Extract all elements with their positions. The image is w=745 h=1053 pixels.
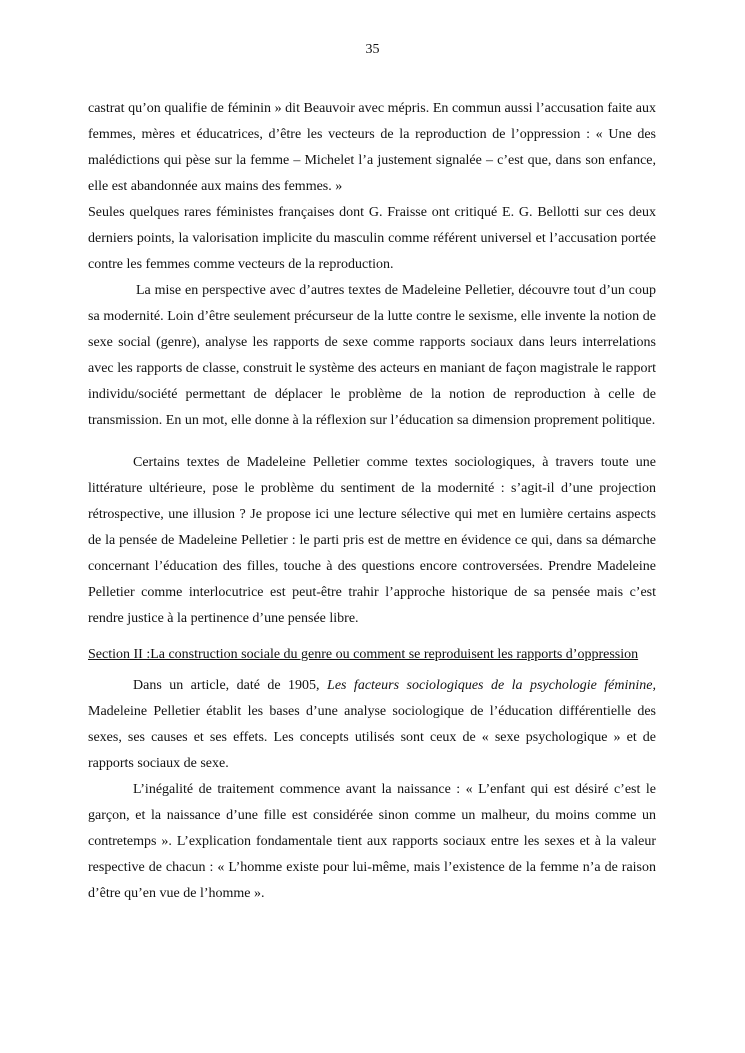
paragraph-textes-sociologiques: Certains textes de Madeleine Pelletier comme textes sociologiques, à travers toute une littérature ultérieure, pose le problème du sentiment de la modernité : s’agit-il d’une projection rétrospective, une illusion ? Je propose ici une lecture sélective qui met en lumière certains aspects de la pensée de Madeleine Pelletier : le parti pris est de mettre en évidence ce qui, dans sa démarche concernant l’éducation des filles, touche à des questions encore controversées. Prendre Madeleine Pelletier comme interlocutrice est peut-être trahir l’approche historique de sa pensée mais c’est rendre justice à la pertinence d’une pensée libre. <box>88 455 656 626</box>
paragraph-beauvoir-quote: castrat qu’on qualifie de féminin » dit Beauvoir avec mépris. En commun aussi l’accusation faite aux femmes, mères et éducatrices, d’être les vecteurs de la reproduction de l’oppression : « Une des malédictions qui pèse sur la femme – Michelet l’a justement signalée – c’est que, dans son enfance, elle est abandonnée aux mains des femmes. » <box>88 101 656 194</box>
article-title: Les facteurs sociologiques de la psychologie féminine, <box>327 678 656 693</box>
paragraph-fraisse-critique: Seules quelques rares féministes françaises dont G. Fraisse ont critiqué E. G. Bellotti sur ces deux derniers points, la valorisation implicite du masculin comme référent universel et l’accusation portée contre les femmes comme vecteurs de la reproduction. <box>88 205 656 272</box>
paragraph-article-body: Madeleine Pelletier établit les bases d’une analyse sociologique de l’éducation différentielle des sexes, ses causes et ses effets. Les concepts utilisés sont ceux de « sexe psychologique » et de rapports sociaux de sexe. <box>88 704 656 771</box>
section-heading: Section II :La construction sociale du genre ou comment se reproduisent les rapports d’oppression <box>88 647 639 662</box>
paragraph-inegalite: L’inégalité de traitement commence avant la naissance : « L’enfant qui est désiré c’est le garçon, et la naissance d’une fille est considérée sinon comme un malheur, du moins comme un contretemps ». L’explication fondamentale tient aux rapports sociaux entre les sexes et à la valeur respective de chacun : « L’homme existe pour lui-même, mais l’existence de la femme n’a de raison d’être qu’en vue de l’homme ». <box>88 782 656 901</box>
paragraph-article-1905 <box>88 673 656 777</box>
paragraph-article-intro: Dans un article, daté de 1905, <box>133 678 328 693</box>
page-number: 35 <box>365 42 380 57</box>
paragraph-modernite: La mise en perspective avec d’autres textes de Madeleine Pelletier, découvre tout d’un coup sa modernité. Loin d’être seulement précurseur de la lutte contre le sexisme, elle invente la notion de sexe social (genre), analyse les rapports de sexe comme rapports sociaux dans leurs interrelations avec les rapports de classe, construit le système des acteurs en maniant de façon magistrale le rapport individu/société permettant de déplacer le problème de la notion de reproduction à celle de transmission. En un mot, elle donne à la réflexion sur l’éducation sa dimension proprement politique. <box>88 283 656 428</box>
document-body <box>88 96 656 907</box>
